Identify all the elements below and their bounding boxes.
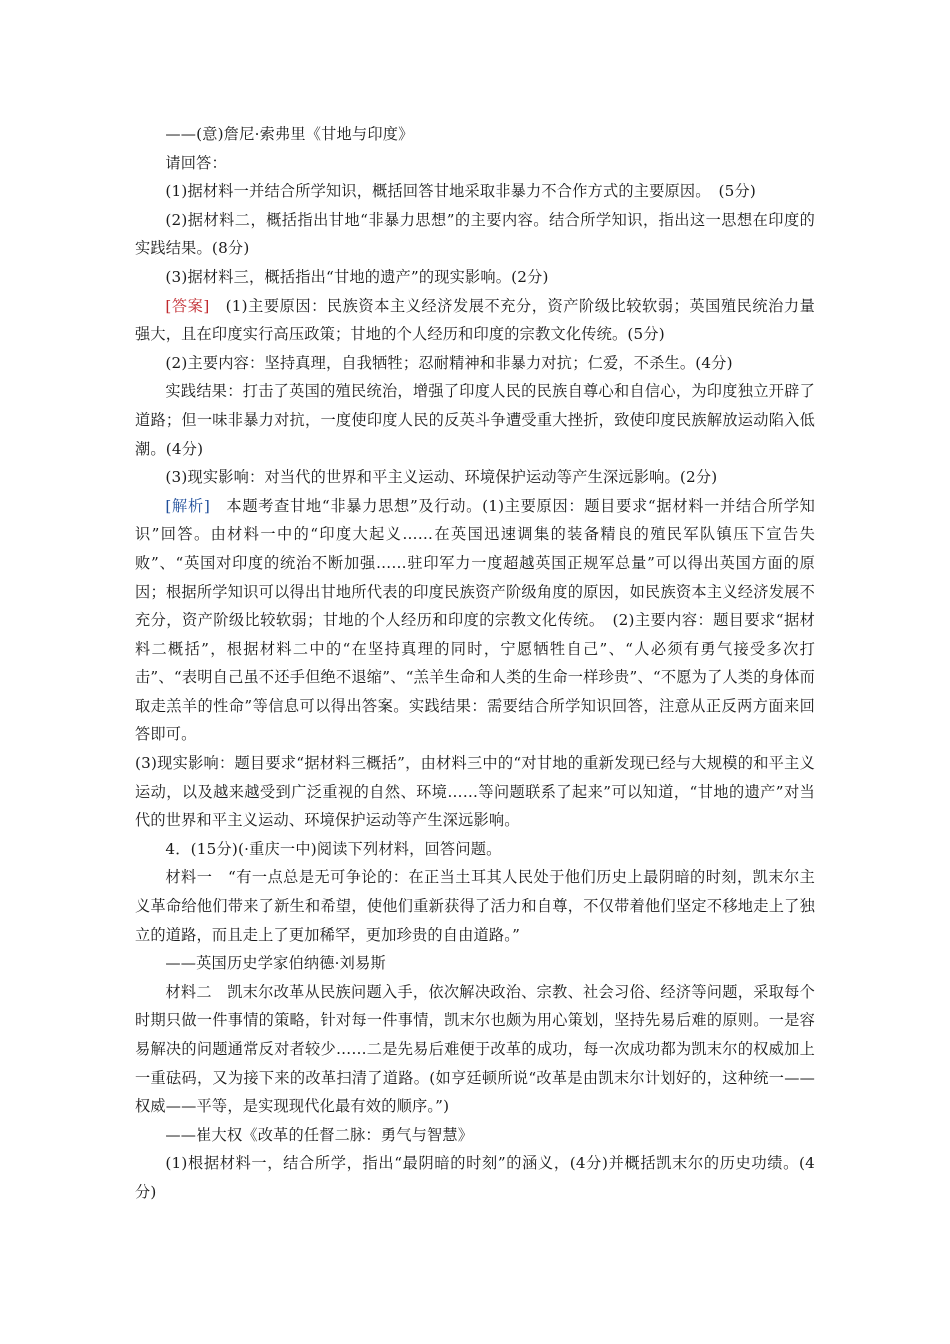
answer-paragraph-3: (3)现实影响：对当代的世界和平主义运动、环境保护运动等产生深远影响。(2分) <box>165 468 718 487</box>
material-1-source: ——英国历史学家伯纳德·刘易斯 <box>165 954 386 973</box>
answer-tag: [答案] <box>165 296 210 315</box>
question-3: (3)据材料三，概括指出“甘地的遗产”的现实影响。(2分) <box>165 267 549 286</box>
answer-paragraph-2b: 实践结果：打击了英国的殖民统治，增强了印度人民的民族自尊心和自信心，为印度独立开辟了道路；但一味非暴力对抗，一度使印度人民的反英斗争遭受重大挫折，致使印度民族解放运动陷入低潮。(4分) <box>135 382 815 458</box>
question-4-header: 4．(15分)(·重庆一中)阅读下列材料，回答问题。 <box>165 839 502 858</box>
analysis-paragraph <box>135 492 815 749</box>
analysis-text-1: 本题考查甘地“非暴力思想”及行动。(1)主要原因：题目要求“据材料一并结合所学知识”回答。由材料一中的“印度大起义……在英国迅速调集的装备精良的殖民军队镇压下宣告失败”、“英国对印度的统治不断加强……驻印军力一度超越英国正规军总量”可以得出英国方面的原因；根据所学知识可以得出甘地所代表的印度民族资产阶级角度的原因，如民族资本主义经济发展不充分，资产阶级比较软弱；甘地的个人经历和印度的宗教文化传统。 (2)主要内容：题目要求“据材料二概括”，根据材料二中的“在坚持真理的同时，宁愿牺牲自己”、“人必须有勇气接受多次打击”、“表明自己虽不还手但绝不退缩”、“羔羊生命和人类的生命一样珍贵”、“不愿为了人类的身体而取走羔羊的性命”等信息可以得出答案。实践结果：需要结合所学知识回答，注意从正反两方面来回答即可。 <box>135 496 815 744</box>
question-4-1: (1)根据材料一，结合所学，指出“最阴暗的时刻”的涵义，(4分)并概括凯末尔的历史功绩。(4分) <box>135 1154 815 1201</box>
answer-paragraph-1 <box>135 292 815 349</box>
source-citation: ——(意)詹尼·索弗里《甘地与印度》 <box>165 125 414 143</box>
material-2-source: ——崔大权《改革的任督二脉：勇气与智慧》 <box>165 1125 474 1144</box>
analysis-paragraph-2: (3)现实影响：题目要求“据材料三概括”，由材料三中的“对甘地的重新发现已经与大规模的和平主义运动，以及越来越受到广泛重视的自然、环境……等问题联系了起来”可以知道，“甘地的遗产”对当代的世界和平主义运动、环境保护运动等产生深远影响。 <box>135 754 815 830</box>
material-2: 材料二 凯末尔改革从民族问题入手，依次解决政治、宗教、社会习俗、经济等问题，采取每个时期只做一件事情的策略，针对每一件事情，凯末尔也颇为用心策划，坚持先易后难的原则。一是容易解决的问题通常反对者较少……二是先易后难便于改革的成功，每一次成功都为凯末尔的权威加上一重砝码，又为接下来的改革扫清了道路。(如亨廷顿所说“改革是由凯末尔计划好的，这种统一——权威——平等，是实现现代化最有效的顺序。”) <box>135 982 815 1116</box>
document-page <box>135 120 815 1207</box>
prompt-label: 请回答： <box>165 153 227 172</box>
answer-paragraph-2: (2)主要内容：坚持真理，自我牺牲；忍耐精神和非暴力对抗；仁爱，不杀生。(4分) <box>165 353 733 372</box>
analysis-tag: [解析] <box>165 496 210 515</box>
question-1: (1)据材料一并结合所学知识，概括回答甘地采取非暴力不合作方式的主要原因。 (5分) <box>165 182 756 201</box>
question-2: (2)据材料二，概括指出甘地“非暴力思想”的主要内容。结合所学知识，指出这一思想在印度的实践结果。(8分) <box>135 210 815 258</box>
material-1: 材料一 “有一点总是无可争论的：在正当土耳其人民处于他们历史上最阴暗的时刻，凯末尔主义革命给他们带来了新生和希望，使他们重新获得了活力和自尊，不仅带着他们坚定不移地走上了独立的道路，而且走上了更加稀罕，更加珍贵的自由道路。” <box>135 868 815 944</box>
answer-text-1: (1)主要原因：民族资本主义经济发展不充分，资产阶级比较软弱；英国殖民统治力量强大，且在印度实行高压政策；甘地的个人经历和印度的宗教文化传统。(5分) <box>135 296 816 344</box>
